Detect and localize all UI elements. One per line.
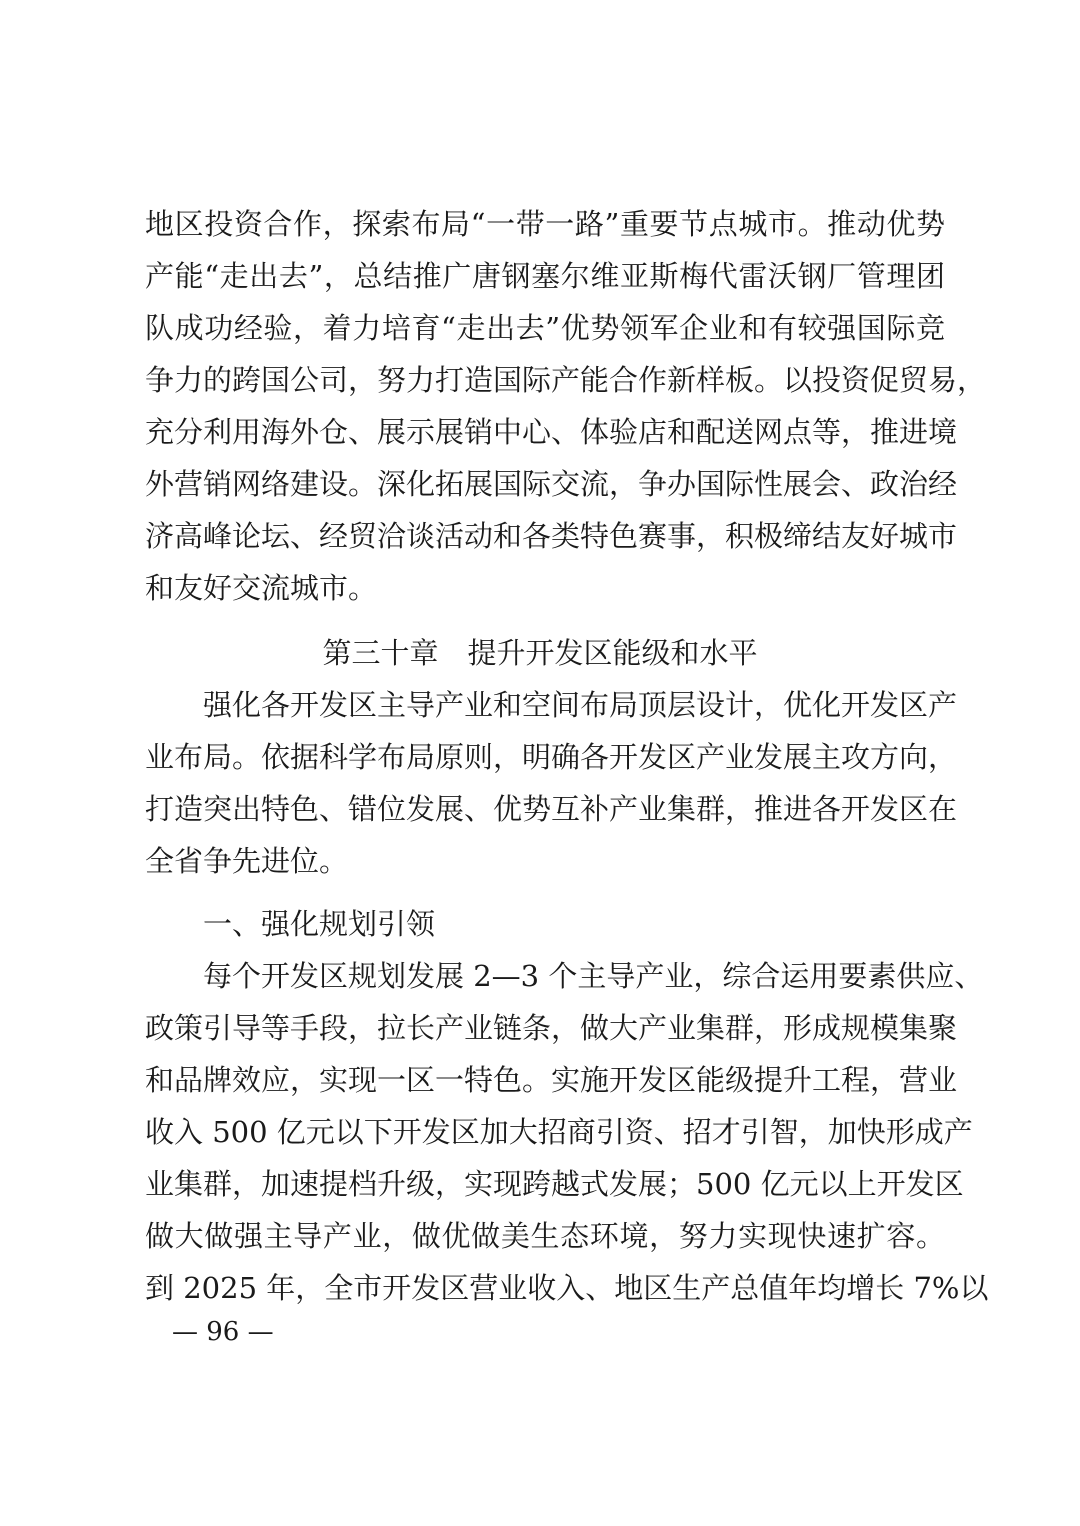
text-line: 充分利用海外仓、展示展销中心、体验店和配送网点等，推进境 <box>145 415 958 449</box>
text-line: 争力的跨国公司，努力打造国际产能合作新样板。以投资促贸易， <box>145 363 987 397</box>
text-line: 每个开发区规划发展 2—3 个主导产业，综合运用要素供应、 <box>203 959 984 993</box>
text-line: 打造突出特色、错位发展、优势互补产业集群，推进各开发区在 <box>145 792 958 826</box>
chapter-title: 提升开发区能级和水平 <box>467 636 758 670</box>
paragraph-regional-investment <box>145 198 987 614</box>
text-line: 全省争先进位。 <box>145 844 349 878</box>
text-line: 业集群，加速提档升级，实现跨越式发展；500 亿元以上开发区 <box>145 1167 964 1201</box>
text-line: 强化各开发区主导产业和空间布局顶层设计，优化开发区产 <box>203 688 958 722</box>
paragraph-planning-guidance <box>145 950 989 1314</box>
text-line: 产能“走出去”，总结推广唐钢塞尔维亚斯梅代雷沃钢厂管理团 <box>145 259 945 293</box>
section-heading-text: 一、强化规划引领 <box>203 907 436 941</box>
section-heading <box>145 898 945 950</box>
paragraph-development-zones-intro <box>145 679 958 887</box>
text-line: 地区投资合作，探索布局“一带一路”重要节点城市。推动优势 <box>145 207 945 241</box>
text-line: 收入 500 亿元以下开发区加大招商引资、招才引智，加快形成产 <box>145 1115 973 1149</box>
text-line: 和品牌效应，实现一区一特色。实施开发区能级提升工程，营业 <box>145 1063 958 1097</box>
chapter-number: 第三十章 <box>322 636 439 670</box>
text-line: 业布局。依据科学布局原则，明确各开发区产业发展主攻方向， <box>145 740 958 774</box>
chapter-heading <box>0 627 1080 679</box>
text-line: 和友好交流城市。 <box>145 571 378 605</box>
text-line: 外营销网络建设。深化拓展国际交流，争办国际性展会、政治经 <box>145 467 958 501</box>
text-line: 政策引导等手段，拉长产业链条，做大产业集群，形成规模集聚 <box>145 1011 958 1045</box>
page-number: — 96 — <box>172 1317 274 1347</box>
text-line: 到 2025 年，全市开发区营业收入、地区生产总值年均增长 7%以 <box>145 1271 989 1305</box>
text-line: 做大做强主导产业，做优做美生态环境，努力实现快速扩容。 <box>145 1219 945 1253</box>
text-line: 队成功经验，着力培育“走出去”优势领军企业和有较强国际竞 <box>145 311 945 345</box>
text-line: 济高峰论坛、经贸洽谈活动和各类特色赛事，积极缔结友好城市 <box>145 519 958 553</box>
